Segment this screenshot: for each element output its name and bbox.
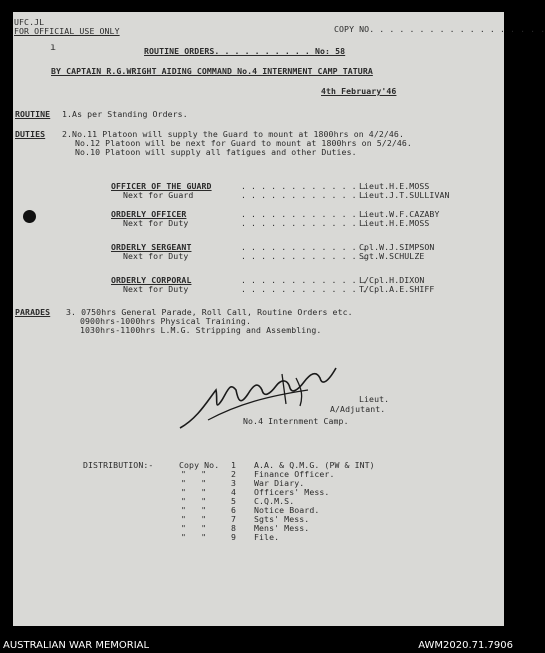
footer-reference: AWM2020.71.7906 — [418, 640, 513, 651]
roster-leader-dots: . . . . . . . . . . . . . — [241, 251, 367, 261]
roster-role: OFFICER OF THE GUARD — [111, 181, 212, 191]
ditto-marks: " " — [181, 532, 207, 542]
distribution-label: DISTRIBUTION:- — [83, 460, 154, 470]
distribution-recipient: C.Q.M.S. — [254, 496, 295, 506]
punch-hole — [23, 210, 36, 223]
issuer-line: BY CAPTAIN R.G.WRIGHT AIDING COMMAND No.4 INTERNMENT CAMP TATURA — [51, 66, 373, 76]
parades-line: 3. 0750hrs General Parade, Roll Call, Routine Orders etc. — [66, 307, 353, 317]
roster-leader-dots: . . . . . . . . . . . . . — [241, 242, 367, 252]
archive-footer — [0, 636, 517, 653]
ditto-marks: " " — [181, 469, 207, 479]
document-page — [13, 12, 545, 626]
distribution-recipient: Notice Board. — [254, 505, 320, 515]
signature-rank: Lieut. — [359, 394, 390, 404]
order-title: ROUTINE ORDERS. . . . . . . . . . No: 58 — [144, 46, 346, 56]
roster-next-label: Next for Duty — [123, 251, 189, 261]
roster-name: Cpl.W.J.SIMPSON — [359, 242, 435, 252]
distribution-recipient: War Diary. — [254, 478, 305, 488]
distribution-recipient: Mens' Mess. — [254, 523, 310, 533]
distribution-copy-no: 1 — [231, 460, 237, 470]
roster-next-name: T/Cpl.A.E.SHIFF — [359, 284, 435, 294]
distribution-copy-no: 3 — [231, 478, 237, 488]
distribution-recipient: File. — [254, 532, 280, 542]
ditto-marks: " " — [181, 505, 207, 515]
distribution-recipient: Officers' Mess. — [254, 487, 330, 497]
routine-text: 1.As per Standing Orders. — [62, 109, 188, 119]
distribution-copy-no: 6 — [231, 505, 237, 515]
ditto-marks: " " — [181, 514, 207, 524]
roster-leader-dots: . . . . . . . . . . . . . — [241, 218, 367, 228]
roster-leader-dots: . . . . . . . . . . . . . — [241, 190, 367, 200]
distribution-recipient: A.A. & Q.M.G. (PW & INT) — [254, 460, 375, 470]
distribution-recipient: Finance Officer. — [254, 469, 335, 479]
roster-next-name: Lieut.H.E.MOSS — [359, 218, 430, 228]
roster-next-label: Next for Duty — [123, 284, 189, 294]
roster-name: L/Cpl.H.DIXON — [359, 275, 425, 285]
roster-role: ORDERLY SERGEANT — [111, 242, 192, 252]
roster-leader-dots: . . . . . . . . . . . . . — [241, 284, 367, 294]
distribution-recipient: Sgts' Mess. — [254, 514, 310, 524]
duties-line: 2.No.11 Platoon will supply the Guard to mount at 1800hrs on 4/2/46. — [62, 129, 404, 139]
ditto-marks: " " — [181, 478, 207, 488]
copy-number: COPY NO. . . . . . . . . . . . . . . . . . — [334, 24, 545, 34]
roster-next-name: Lieut.J.T.SULLIVAN — [359, 190, 450, 200]
distribution-copy-no: 7 — [231, 514, 237, 524]
duties-label: DUTIES — [15, 129, 46, 139]
parades-line: 1030hrs-1100hrs L.M.G. Stripping and Assembling. — [80, 325, 322, 335]
roster-leader-dots: . . . . . . . . . . . . . — [241, 275, 367, 285]
roster-role: ORDERLY CORPORAL — [111, 275, 192, 285]
order-date: 4th February'46 — [321, 86, 397, 96]
distribution-copy-no: 2 — [231, 469, 237, 479]
margin-mark: ı — [50, 42, 57, 53]
parades-label: PARADES — [15, 307, 51, 317]
signature-appointment: A/Adjutant. — [330, 404, 386, 414]
footer-institution: AUSTRALIAN WAR MEMORIAL — [3, 640, 150, 651]
distribution-copy-label: Copy No. — [179, 460, 220, 470]
ditto-marks: " " — [181, 523, 207, 533]
duties-line: No.12 Platoon will be next for Guard to mount at 1800hrs on 5/2/46. — [75, 138, 412, 148]
distribution-copy-no: 4 — [231, 487, 237, 497]
class-code: UFC.JL — [14, 17, 45, 27]
distribution-copy-no: 5 — [231, 496, 237, 506]
roster-next-label: Next for Duty — [123, 218, 189, 228]
roster-next-name: Sgt.W.SCHULZE — [359, 251, 425, 261]
roster-name: Lieut.H.E.MOSS — [359, 181, 430, 191]
roster-next-label: Next for Guard — [123, 190, 194, 200]
parades-line: 0900hrs-1000hrs Physical Training. — [80, 316, 251, 326]
ditto-marks: " " — [181, 487, 207, 497]
restriction-marking: FOR OFFICIAL USE ONLY — [14, 26, 120, 36]
distribution-copy-no: 8 — [231, 523, 237, 533]
roster-leader-dots: . . . . . . . . . . . . . — [241, 181, 367, 191]
roster-name: Lieut.W.F.CAZABY — [359, 209, 440, 219]
routine-label: ROUTINE — [15, 109, 51, 119]
roster-leader-dots: . . . . . . . . . . . . . — [241, 209, 367, 219]
distribution-copy-no: 9 — [231, 532, 237, 542]
duties-line: No.10 Platoon will supply all fatigues and other Duties. — [75, 147, 357, 157]
ditto-marks: " " — [181, 496, 207, 506]
roster-role: ORDERLY OFFICER — [111, 209, 187, 219]
signature-unit: No.4 Internment Camp. — [243, 416, 349, 426]
